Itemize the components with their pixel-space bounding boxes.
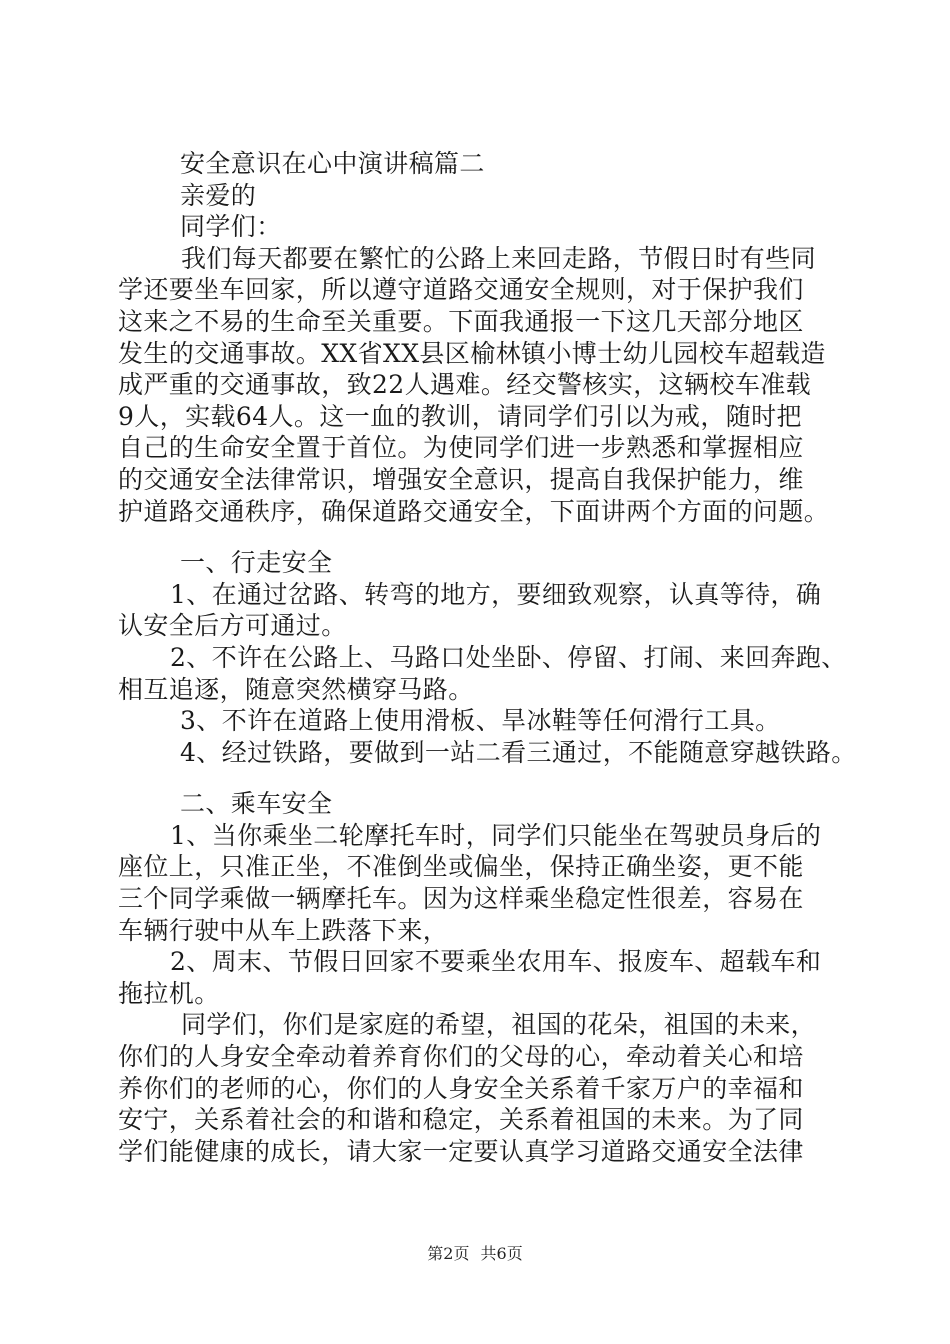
paragraph-line: 我们每天都要在繁忙的公路上来回走路，节假日时有些同 [181, 243, 817, 273]
paragraph-spacer [118, 527, 838, 547]
salutation-line-2: 同学们： [180, 212, 282, 242]
section-heading: 二、乘车安全 [180, 789, 333, 819]
salutation-line-1: 亲爱的 [180, 180, 257, 210]
list-item-line: 2、周末、节假日回家不要乘坐农用车、报废车、超载车和 [170, 947, 822, 977]
section-riding-safety [118, 788, 838, 1009]
document-body [118, 148, 857, 1167]
list-item-line: 2、不许在公路上、马路口处坐卧、停留、打闹、来回奔跑、 [170, 642, 847, 672]
list-item-line: 4、经过铁路，要做到一站二看三通过，不能随意穿越铁路。 [180, 737, 857, 767]
list-item-line: 三个同学乘做一辆摩托车。因为这样乘坐稳定性很差，容易在 [118, 884, 804, 914]
paragraph-line: 的交通安全法律常识，增强安全意识，提高自我保护能力，维 [118, 464, 804, 494]
page-number: 第2页 [427, 1244, 470, 1263]
list-item-line: 车辆行驶中从车上跌落下来， [118, 915, 449, 945]
document-title: 安全意识在心中演讲稿篇二 [180, 149, 485, 178]
closing-paragraph [118, 1009, 838, 1167]
section-walking-safety [118, 547, 857, 768]
list-item-line: 相互追逐，随意突然横穿马路。 [118, 674, 474, 704]
list-item-line: 座位上，只准正坐，不准倒坐或偏坐，保持正确坐姿，更不能 [118, 852, 804, 882]
page-footer [0, 1244, 950, 1264]
list-item-line: 1、在通过岔路、转弯的地方，要细致观察，认真等待，确 [170, 579, 822, 609]
paragraph-line: 同学们，你们是家庭的希望，祖国的花朵，祖国的未来， [181, 1010, 817, 1040]
paragraph-line: 你们的人身安全牵动着养育你们的父母的心，牵动着关心和培 [118, 1042, 804, 1072]
intro-paragraph [118, 243, 838, 527]
page-total: 共6页 [480, 1244, 523, 1263]
list-item-line: 拖拉机。 [118, 978, 220, 1008]
paragraph-line: 9人，实载64人。这一血的教训，请同学们引以为戒，随时把 [118, 401, 802, 431]
paragraph-line: 这来之不易的生命至关重要。下面我通报一下这几天部分地区 [118, 306, 804, 336]
list-item-line: 1、当你乘坐二轮摩托车时，同学们只能坐在驾驶员身后的 [170, 820, 822, 850]
list-item-line: 3、不许在道路上使用滑板、旱冰鞋等任何滑行工具。 [180, 706, 781, 736]
section-heading: 一、行走安全 [180, 548, 333, 578]
paragraph-line: 学还要坐车回家，所以遵守道路交通安全规则，对于保护我们 [118, 275, 804, 305]
list-item-line: 认安全后方可通过。 [118, 611, 347, 641]
paragraph-line: 安宁，关系着社会的和谐和稳定，关系着祖国的未来。为了同 [118, 1105, 804, 1135]
paragraph-line: 成严重的交通事故，致22人遇难。经交警核实，这辆校车准载 [118, 370, 812, 400]
paragraph-line: 学们能健康的成长，请大家一定要认真学习道路交通安全法律 [118, 1136, 804, 1166]
paragraph-line: 发生的交通事故。XX省XX县区榆林镇小博士幼儿园校车超载造 [118, 338, 826, 368]
paragraph-spacer [118, 768, 838, 788]
paragraph-line: 自己的生命安全置于首位。为使同学们进一步熟悉和掌握相应 [118, 433, 804, 463]
paragraph-line: 养你们的老师的心，你们的人身安全关系着千家万户的幸福和 [118, 1073, 804, 1103]
paragraph-line: 护道路交通秩序，确保道路交通安全，下面讲两个方面的问题。 [118, 496, 830, 526]
